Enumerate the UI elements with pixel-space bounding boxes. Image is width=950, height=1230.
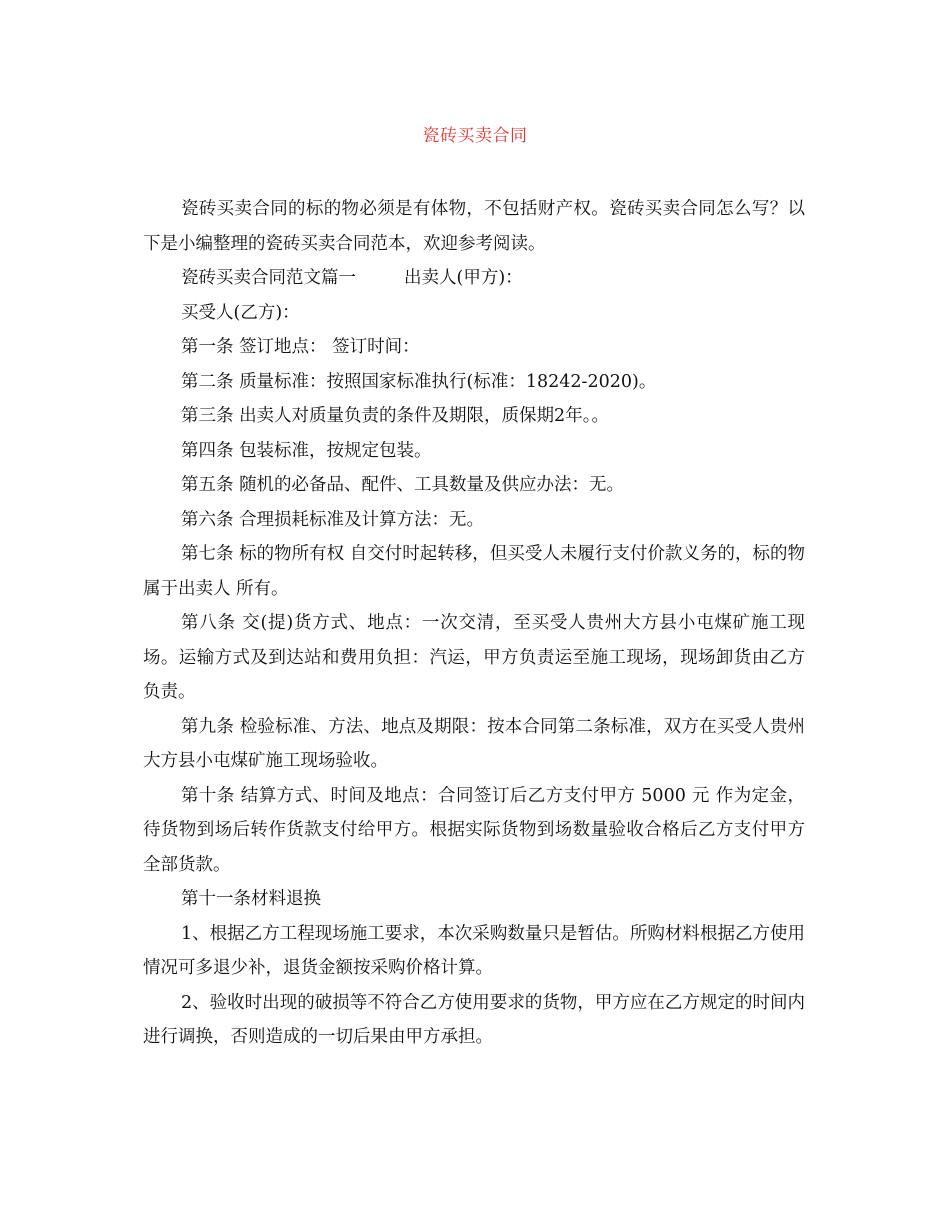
document-body: [143, 192, 805, 1055]
paragraph-article-7: 第七条 标的物所有权 自交付时起转移，但买受人未履行支付价款义务的，标的物属于出卖人 所有。: [143, 544, 805, 599]
paragraph-article-3: 第三条 出卖人对质量负责的条件及期限，质保期2年。。: [181, 406, 609, 426]
paragraph-item-1: 1、根据乙方工程现场施工要求，本次采购数量只是暂估。所购材料根据乙方使用情况可多退少补，退货金额按采购价格计算。: [143, 923, 805, 978]
document-title: 瓷砖买卖合同: [422, 126, 528, 146]
paragraph-article-9: 第九条 检验标准、方法、地点及期限：按本合同第二条标准，双方在买受人贵州大方县小屯煤矿施工现场验收。: [143, 716, 805, 771]
paragraph-item-2: 2、验收时出现的破损等不符合乙方使用要求的货物，甲方应在乙方规定的时间内进行调换，否则造成的一切后果由甲方承担。: [143, 992, 805, 1047]
paragraph-article-8: 第八条 交(提)货方式、地点：一次交清，至买受人贵州大方县小屯煤矿施工现场。运输方式及到达站和费用负担：汽运，甲方负责运至施工现场，现场卸货由乙方 负责。: [143, 613, 805, 702]
paragraph-article-4: 第四条 包装标准，按规定包装。: [181, 440, 432, 461]
paragraph-sample-heading: [143, 261, 805, 296]
paragraph-article-10: 第十条 结算方式、时间及地点：合同签订后乙方支付甲方 5000 元 作为定金，待货物到场后转作货款支付给甲方。根据实际货物到场数量验收合格后乙方支付甲方全部货款。: [143, 785, 805, 875]
sample-heading: 瓷砖买卖合同范文篇一: [181, 268, 356, 288]
paragraph-article-6: 第六条 合理损耗标准及计算方法：无。: [181, 509, 485, 530]
paragraph-article-1: 第一条 签订地点： 签订时间：: [181, 337, 420, 357]
paragraph-article-2: 第二条 质量标准：按照国家标准执行(标准：18242-2020)。: [181, 371, 657, 392]
paragraph-intro: 瓷砖买卖合同的标的物必须是有体物，不包括财产权。瓷砖买卖合同怎么写？以下是小编整理的瓷砖买卖合同范本，欢迎参考阅读。: [143, 199, 805, 254]
paragraph-buyer: 买受人(乙方)：: [181, 302, 300, 323]
paragraph-article-11: 第十一条材料退换: [181, 889, 321, 909]
paragraph-article-5: 第五条 随机的必备品、配件、工具数量及供应办法：无。: [181, 475, 625, 495]
seller-label: 出卖人(甲方)：: [404, 268, 523, 288]
